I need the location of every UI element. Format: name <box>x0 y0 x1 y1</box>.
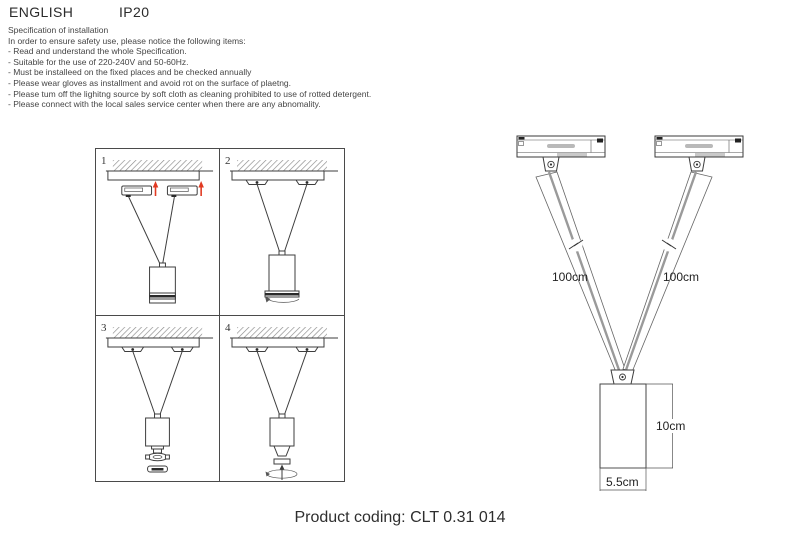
pendant-body <box>270 414 294 464</box>
installation-step-3 <box>96 316 220 482</box>
suspension-wire <box>159 351 182 416</box>
suspension-wire <box>129 197 161 265</box>
track-mount <box>246 347 268 352</box>
spec-item: - Read and understand the whole Specification. <box>8 46 187 57</box>
ceiling-hatch <box>237 160 327 171</box>
wire-bracket <box>611 370 634 384</box>
diffuser-ring <box>148 466 168 472</box>
spec-item: - Please tum off the lighitng source by soft cloth as cleaning prohibited to use of rotted detergent. <box>8 88 372 99</box>
track-bar <box>232 338 324 347</box>
pendant-body <box>265 251 299 297</box>
product-coding: Product coding: CLT 0.31 014 <box>294 509 506 526</box>
suspension-wire <box>162 197 174 265</box>
spec-item: - Suitable for the use of 220-240V and 50-60Hz. <box>8 56 189 67</box>
adapter-pivot <box>689 157 705 171</box>
step-1-diagram <box>96 149 219 315</box>
width-dimension <box>600 468 646 491</box>
wire-length-label-right: 100cm <box>663 270 700 284</box>
track-mount <box>296 347 318 352</box>
step-2-diagram <box>220 149 344 315</box>
track-mount <box>122 347 144 352</box>
up-arrow-icon <box>153 181 159 196</box>
step-number: 3 <box>100 321 107 335</box>
fixture-body <box>600 384 646 468</box>
pendant-body <box>150 263 176 303</box>
installation-step-1 <box>96 149 220 316</box>
height-dimension-label: 10cm <box>656 419 686 433</box>
spec-item: - Please wear gloves as installment and avoid rot on the surface of plaetng. <box>8 77 292 88</box>
adapter-pivot <box>543 157 559 171</box>
spec-title: Specification of installation <box>8 25 109 35</box>
ceiling-hatch <box>113 327 202 338</box>
pendant-dimensions-diagram <box>490 128 800 498</box>
track-mount <box>246 180 268 185</box>
wire-length-label-left: 100cm <box>552 270 589 284</box>
track-bar <box>108 171 199 180</box>
track-bar <box>108 338 199 347</box>
track-bar <box>232 171 324 180</box>
spec-intro: In order to ensure safety use, please notice the following items: <box>8 35 246 46</box>
rotation-arrow-icon <box>266 465 298 481</box>
ip-rating-label: IP20 <box>119 4 150 20</box>
spec-item: - Must be installeed on the fixed places and be checked annually <box>8 67 252 78</box>
suspension-wire <box>284 184 307 253</box>
track-mount <box>296 180 318 185</box>
suspension-wire <box>284 351 307 416</box>
installation-step-2 <box>220 149 344 316</box>
ceiling-hatch <box>113 160 202 171</box>
track-adapter-left <box>517 136 605 157</box>
suspension-wire <box>257 184 280 253</box>
step-number: 2 <box>225 155 231 167</box>
suspension-wire <box>133 351 156 416</box>
pendant-body <box>146 414 170 453</box>
installation-steps-grid <box>95 148 345 482</box>
step-3-diagram <box>96 316 219 482</box>
lens-ring <box>146 453 170 461</box>
track-mount <box>171 347 193 352</box>
step-number: 4 <box>225 322 231 334</box>
ceiling-hatch <box>237 327 327 338</box>
up-arrow-icon <box>198 181 204 196</box>
track-adapter <box>167 186 197 197</box>
track-adapter-right <box>655 136 743 157</box>
step-number: 1 <box>100 154 107 168</box>
installation-step-4 <box>220 316 344 482</box>
spec-item: - Please connect with the local sales service center when there are any abnomality. <box>8 99 321 110</box>
step-4-diagram <box>220 316 344 482</box>
specification-section <box>8 25 371 110</box>
language-label: ENGLISH <box>9 4 74 20</box>
suspension-wire <box>257 351 280 416</box>
track-adapter <box>122 186 152 197</box>
width-dimension-label: 5.5cm <box>606 475 639 489</box>
